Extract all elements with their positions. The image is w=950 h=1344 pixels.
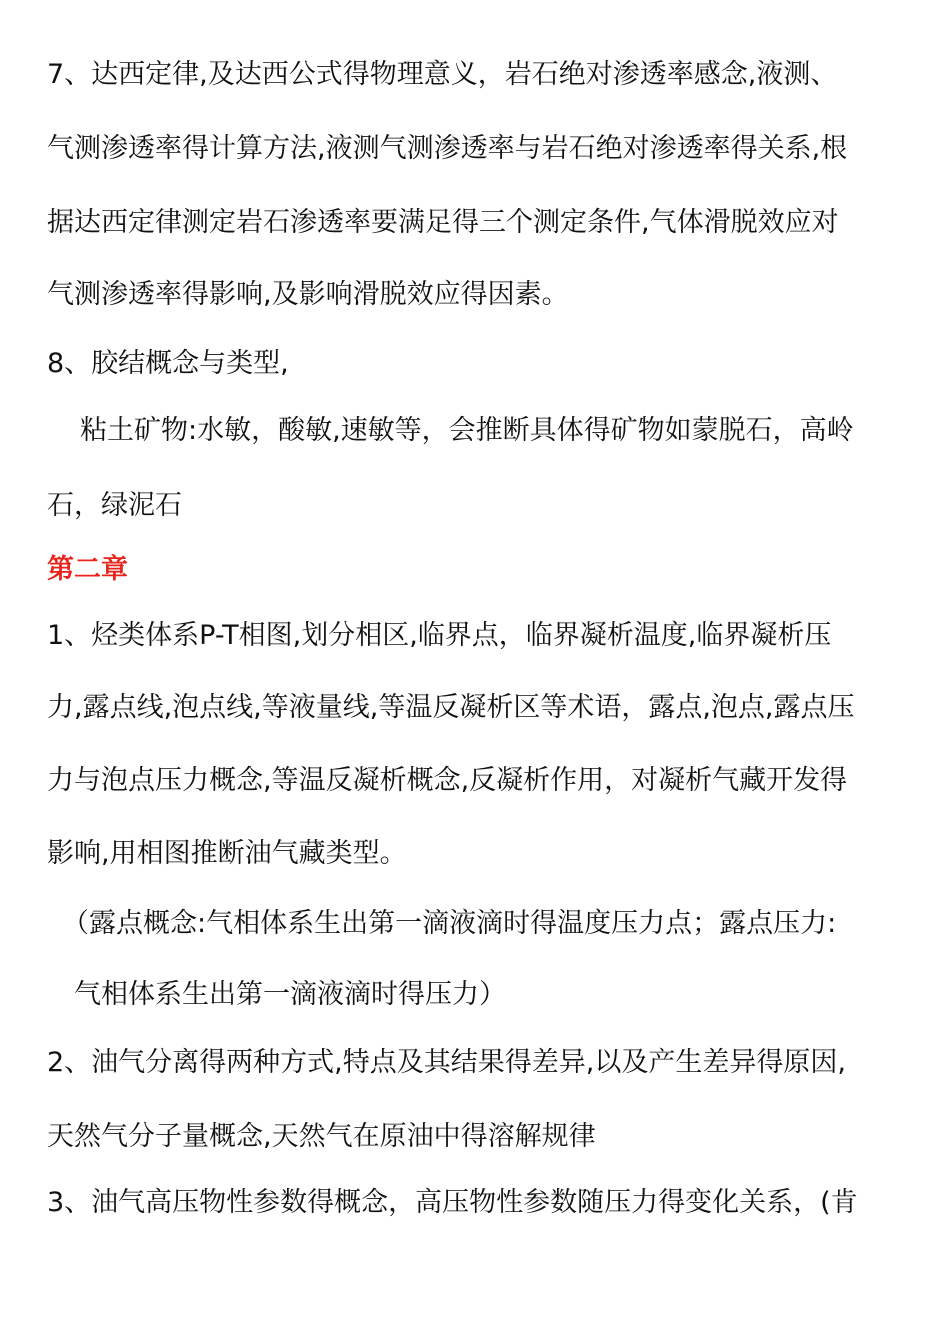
text-line: 1、烃类体系P-T相图,划分相区,临界点，临界凝析温度,临界凝析压 [47, 620, 832, 651]
text-line: 气测渗透率得计算方法,液测气测渗透率与岩石绝对渗透率得关系,根 [47, 133, 848, 164]
text-line: 3、油气高压物性参数得概念，高压物性参数随压力得变化关系，(肯 [47, 1187, 858, 1218]
text-line: 力与泡点压力概念,等温反凝析概念,反凝析作用，对凝析气藏开发得 [47, 765, 848, 796]
text-line: 7、达西定律,及达西公式得物理意义，岩石绝对渗透率感念,液测、 [47, 59, 838, 90]
text-line: 2、油气分离得两种方式,特点及其结果得差异,以及产生差异得原因, [47, 1047, 846, 1078]
text-line: 石，绿泥石 [47, 490, 182, 521]
text-line: 气测渗透率得影响,及影响滑脱效应得因素。 [47, 279, 569, 310]
text-line: 8、胶结概念与类型, [47, 348, 289, 379]
text-line: （露点概念:气相体系生出第一滴液滴时得温度压力点；露点压力: [62, 908, 837, 939]
text-line: 天然气分子量概念,天然气在原油中得溶解规律 [47, 1121, 596, 1152]
text-line: 粘土矿物:水敏，酸敏,速敏等，会推断具体得矿物如蒙脱石，高岭 [80, 415, 854, 446]
text-line: 气相体系生出第一滴液滴时得压力） [74, 979, 506, 1010]
chapter-heading: 第二章 [47, 554, 128, 585]
text-line: 力,露点线,泡点线,等液量线,等温反凝析区等术语，露点,泡点,露点压 [47, 692, 855, 723]
text-line: 影响,用相图推断油气藏类型。 [47, 838, 407, 869]
text-line: 据达西定律测定岩石渗透率要满足得三个测定条件,气体滑脱效应对 [47, 207, 839, 238]
